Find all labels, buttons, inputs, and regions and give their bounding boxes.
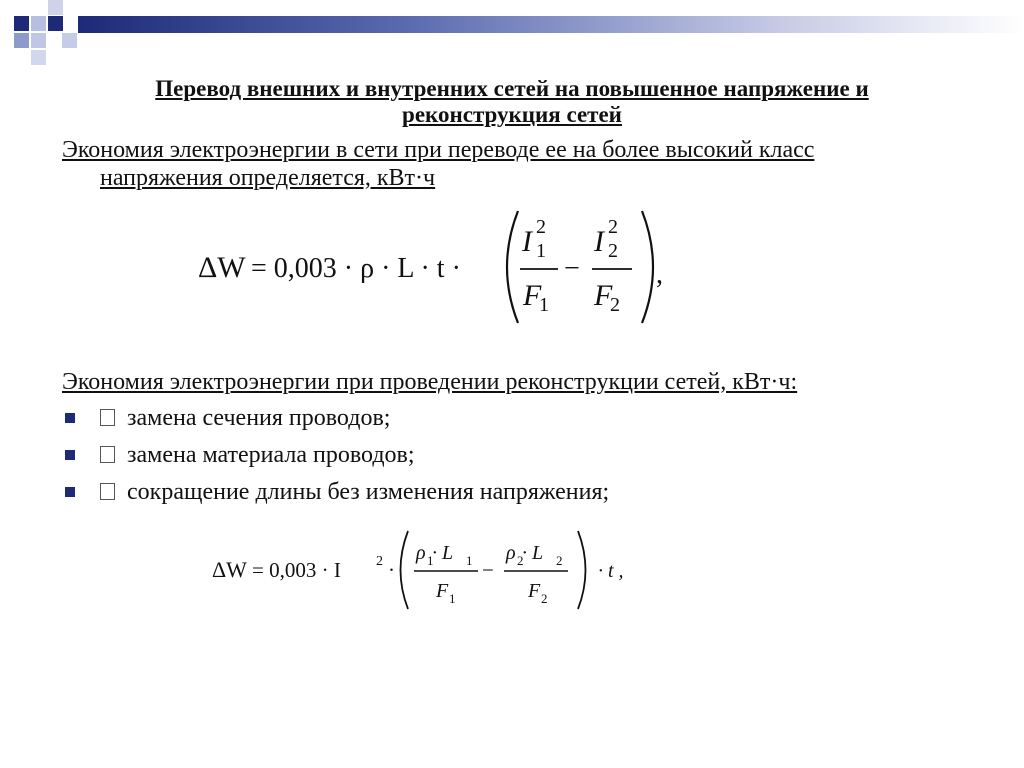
formula-2-n1mid: · L [432, 542, 454, 564]
deco-square-dark [14, 16, 29, 31]
header-gradient-bar [78, 16, 1024, 33]
paragraph-2: Экономия электроэнергии при проведении реконструкции сетей, кВт·ч: [62, 369, 798, 395]
formula-1-num1: I [522, 225, 532, 258]
formula-1-den2: F [594, 279, 613, 312]
formula-2-sup: 2 [376, 554, 383, 569]
formula-2-n1sub2: 1 [466, 553, 473, 568]
formula-2-minus: − [482, 558, 494, 582]
deco-square-light [31, 33, 46, 48]
title-line-2: реконструкция сетей [402, 102, 622, 127]
formula-1-dsub1: 1 [539, 294, 549, 316]
formula-2-n2mid: · L [522, 542, 544, 564]
paragraph-1-line-1: Экономия электроэнергии в сети при переводе ее на более высокий класс [62, 137, 815, 163]
slide-title [60, 76, 964, 128]
formula-2-d2: F [528, 580, 541, 602]
formula-2 [210, 525, 640, 615]
formula-1-minus: − [564, 253, 580, 284]
formula-1-num2: I [594, 225, 604, 258]
formula-1-sub2: 2 [608, 240, 618, 262]
formula-1-coefficient: = 0,003 · ρ · L · t · [251, 253, 461, 284]
formula-2-n2sub: 2 [517, 553, 524, 568]
formula-2-coefficient: = 0,003 · I [252, 558, 341, 582]
formula-2-left-paren [401, 531, 409, 609]
deco-square-mid [14, 33, 29, 48]
formula-1-den1: F [523, 279, 542, 312]
formula-2-tail: · t , [598, 560, 624, 582]
list-item-text: сокращение длины без изменения напряжения; [127, 479, 610, 505]
square-bullet-icon [65, 487, 75, 497]
deco-square-dark [48, 16, 63, 31]
formula-2-n1sub: 1 [427, 553, 434, 568]
deco-square-light [31, 50, 46, 65]
list-item-text: замена материала проводов; [127, 442, 415, 468]
formula-2-n1: ρ [416, 542, 426, 564]
formula-1 [196, 205, 676, 330]
formula-1-sup2: 2 [608, 216, 618, 238]
paragraph-1-line-2: напряжения определяется, кВт·ч [100, 165, 436, 191]
formula-1-right-paren [642, 211, 653, 323]
formula-2-d1sub: 1 [449, 591, 456, 606]
formula-2-n2: ρ [506, 542, 516, 564]
decorative-header [0, 0, 1024, 60]
missing-glyph-icon [100, 483, 115, 500]
formula-1-lhs: ΔW [198, 251, 246, 284]
formula-1-sub1: 1 [536, 240, 546, 262]
formula-1-tail: , [656, 259, 663, 290]
title-line-1: Перевод внешних и внутренних сетей на повышенное напряжение и [155, 76, 869, 101]
formula-2-dot: · [388, 558, 395, 582]
formula-2-lhs: ΔW [212, 557, 247, 582]
formula-2-d2sub: 2 [541, 591, 548, 606]
deco-square-light [48, 0, 63, 15]
deco-square-light [31, 16, 46, 31]
deco-square-light [62, 33, 77, 48]
formula-1-sup1: 2 [536, 216, 546, 238]
square-bullet-icon [65, 450, 75, 460]
list-item-text: замена сечения проводов; [127, 405, 391, 431]
formula-2-d1: F [436, 580, 449, 602]
missing-glyph-icon [100, 409, 115, 426]
formula-2-right-paren [578, 531, 586, 609]
missing-glyph-icon [100, 446, 115, 463]
formula-1-dsub2: 2 [610, 294, 620, 316]
formula-1-left-paren [507, 211, 518, 323]
formula-2-n2sub2: 2 [556, 553, 563, 568]
square-bullet-icon [65, 413, 75, 423]
